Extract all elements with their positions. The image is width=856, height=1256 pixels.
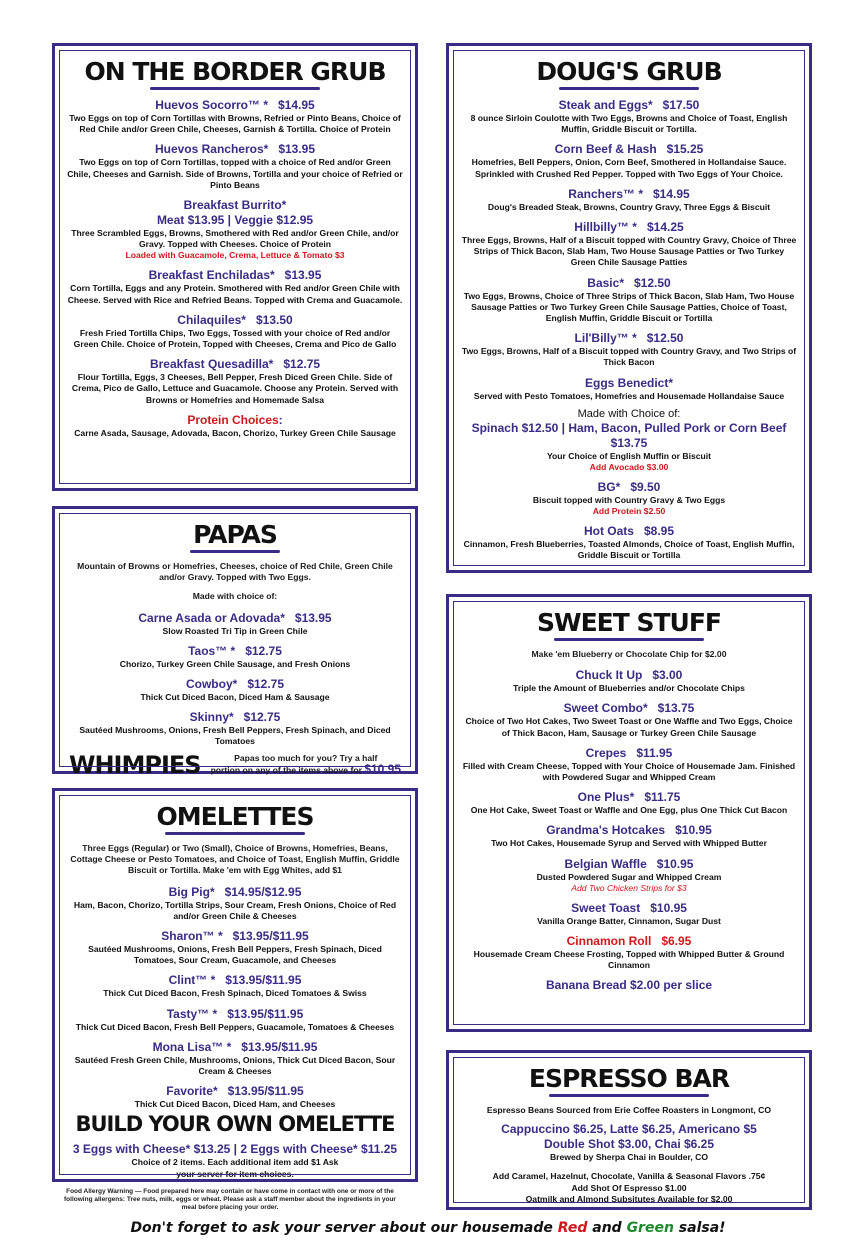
salsa-reminder: Don't forget to ask your server about our housemade Red and Green salsa! [130, 1220, 726, 1236]
banana-bread: Banana Bread $2.00 per slice [545, 978, 713, 993]
menu-item: Sweet Combo* $13.75 Choice of Two Hot Cakes, Two Sweet Toast or One Waffle and Two Eggs, Choice of Thick Bacon, Ham, Sausage or Turkey Green Chile Sausage [465, 701, 793, 738]
menu-item: Basic* $12.50 Two Eggs, Browns, Choice of Three Strips of Thick Bacon, Slab Ham, Two House Sausage Patties or Two Turkey Green Chile Sausage Patties, Choice of Toast, English Muffin, Griddle Biscuit or Tortilla [463, 275, 795, 324]
papas-title: PAPAS [193, 520, 277, 549]
menu-item: BG* $9.50 Biscuit topped with Country Gravy & Two Eggs Add Protein $2.50 [532, 480, 726, 517]
menu-item: Carne Asada or Adovada* $13.95 Slow Roasted Tri Tip in Green Chile [138, 610, 332, 636]
menu-item: Cinnamon Roll $6.95 Housemade Cream Cheese Frosting, Topped with Whipped Butter & Ground Cinnamon [473, 934, 785, 971]
menu-item: Sharon™ * $13.95/$11.95 Sautéed Mushrooms, Onions, Fresh Bell Peppers, Fresh Spinach, Diced Tomatoes, Sour Cream, Guacamole, and Cheeses [88, 929, 382, 966]
build-your-own-title: BUILD YOUR OWN OMELETTE [75, 1112, 395, 1137]
espresso-bar-section: ESPRESSO BAR Espresso Beans Sourced from Erie Coffee Roasters in Longmont, CO Cappuccino $6.25, Latte $6.25, Americano $5 Double Shot $3.00, Chai $6.25 Brewed by Sherpa Chai in Boulder, CO Add Caramel, Hazelnut, Chocolate, Vanilla & Seasonal Flavors .75¢ Add Shot Of Espresso $1.00 Oatmilk and Almond Subsitutes Available for $2.00 [446, 1050, 812, 1210]
omelettes-section: OMELETTES Three Eggs (Regular) or Two (Small), Choice of Browns, Homefries, Beans, Cottage Cheese or Pesto Tomatoes, and Choice of Toast, English Muffin, Griddle Biscuit or Tortilla. Make 'em with Egg Whites, add $1 Big Pig* $14.95/$12.95 Ham, Bacon, Chorizo, Tortilla Strips, Sour Cream, Fresh Onions, Choice of Red and/or Green Chile & Cheeses Sharon™ * $13.95/$11.95 Sautéed Mushrooms, Onions, Fresh Bell Peppers, Fresh Spinach, Diced Tomatoes, Sour Cream, Guacamole, and Cheeses Clint™ * $13.95/$11.95 Thick Cut Diced Bacon, Fresh Spinach, Diced Tomatoes & Swiss Tasty™ * $13.95/$11.95 Thick Cut Diced Bacon, Fresh Bell Peppers, Guacamole, Tomatoes & Cheeses Mona Lisa™ * $13.95/$11.95 Sautéed Fresh Green Chile, Mushrooms, Onions, Thick Cut Diced Bacon, Sour Cream & Cheeses Favorite* $13.95/$11.95 Thick Cut Diced Bacon, Diced Ham, and Cheeses BUILD YOUR OWN OMELETTE 3 Eggs with Cheese* $13.25 | 2 Eggs with Cheese* $11.25 Choice of 2 items. Each additional item add $1 Ask your server for item choices. [52, 788, 418, 1182]
title-underline [559, 87, 699, 90]
menu-item: Cowboy* $12.75 Thick Cut Diced Bacon, Diced Ham & Sausage [140, 677, 330, 703]
sweet-stuff-title: SWEET STUFF [536, 608, 721, 637]
omelettes-title: OMELETTES [156, 802, 314, 831]
menu-item: Sweet Toast $10.95 Vanilla Orange Batter, Cinnamon, Sugar Dust [537, 900, 721, 926]
menu-item: Chuck It Up $3.00 Triple the Amount of Blueberries and/or Chocolate Chips [513, 668, 745, 694]
menu-item: Eggs Benedict* Served with Pesto Tomatoes, Homefries and Housemade Hollandaise Sauce Made with Choice of: Spinach $12.50 | Ham, Bacon, Pulled Pork or Corn Beef $13.75 Your Choice of English Muffin or Biscuit Add Avocado $3.00 [471, 375, 787, 473]
menu-item: Breakfast Burrito* Meat $13.95 | Veggie $12.95 Three Scrambled Eggs, Browns, Smothered with Red and/or Green Chile, and/or Gravy. Topped with Cheeses. Choice of Protein Loaded with Guacamole, Crema, Lettuce & Tomato $3 [71, 198, 399, 261]
menu-item: Huevos Socorro™ * $14.95 Two Eggs on top of Corn Tortillas with Browns, Refried or Pinto Beans, Choice of Red Chile and/or Green Chile, Cheeses, Garnish & Tortilla. Choice of Protein [69, 98, 401, 135]
espresso-bar-title: ESPRESSO BAR [528, 1064, 730, 1093]
menu-item: Belgian Waffle $10.95 Dusted Powdered Sugar and Whipped Cream Add Two Chicken Strips for $3 [536, 856, 722, 893]
whimpies: WHIMPIES Papas too much for you? Try a half portion on any of the items above for $10.95 [68, 750, 402, 779]
menu-item: Taos™ * $12.75 Chorizo, Turkey Green Chile Sausage, and Fresh Onions [119, 643, 351, 669]
menu-item: Breakfast Enchiladas* $13.95 Corn Tortilla, Eggs and any Protein. Smothered with Red and/or Green Chile with Cheese. Served with Rice and Refried Beans. Topped with Crema and Guacamole. [67, 268, 403, 305]
menu-item: Favorite* $13.95/$11.95 Thick Cut Diced Bacon, Diced Ham, and Cheeses [134, 1084, 336, 1110]
menu-item: Lil'Billy™ * $12.50 Two Eggs, Browns, Half of a Biscuit topped with Country Gravy, and Two Strips of Thick Bacon [461, 331, 797, 368]
menu-item: Mona Lisa™ * $13.95/$11.95 Sautéed Fresh Green Chile, Mushrooms, Onions, Thick Cut Diced Bacon, Sour Cream & Cheeses [74, 1039, 396, 1077]
dougs-grub-title: DOUG'S GRUB [536, 57, 722, 86]
title-underline [150, 87, 320, 90]
menu-item: Big Pig* $14.95/$12.95 Ham, Bacon, Chorizo, Tortilla Strips, Sour Cream, Fresh Onions, Choice of Red and/or Green Chile & Cheeses [73, 884, 397, 921]
menu-item: Tasty™ * $13.95/$11.95 Thick Cut Diced Bacon, Fresh Bell Peppers, Guacamole, Tomatoes & Cheeses [75, 1006, 395, 1032]
menu-item: Hot Oats $8.95 Cinnamon, Fresh Blueberries, Toasted Almonds, Choice of Toast, English Muffin, Griddle Biscuit or Tortilla [463, 524, 795, 561]
menu-item: Crepes $11.95 Filled with Cream Cheese, Topped with Your Choice of Housemade Jam. Finished with Powdered Sugar and Whipped Cream [462, 745, 796, 783]
papas-section: PAPAS Mountain of Browns or Homefries, Cheeses, choice of Red Chile, Green Chile and/or Gravy. Topped with Two Eggs. Made with choice of: Carne Asada or Adovada* $13.95 Slow Roasted Tri Tip in Green Chile Taos™ * $12.75 Chorizo, Turkey Green Chile Sausage, and Fresh Onions Cowboy* $12.75 Thick Cut Diced Bacon, Diced Ham & Sausage Skinny* $12.75 Sautéed Mushrooms, Onions, Fresh Bell Peppers, Fresh Spinach, and Diced Tomatoes WHIMPIES Papas too much for you? Try a half portion on any of the items above for $10.95 [52, 506, 418, 774]
protein-choices: Protein Choices: Carne Asada, Sausage, Adovada, Bacon, Chorizo, Turkey Green Chile Sausage [74, 412, 396, 438]
title-underline [190, 550, 280, 553]
title-underline [554, 638, 704, 641]
menu-item: Huevos Rancheros* $13.95 Two Eggs on top of Corn Tortillas, topped with a choice of Red and/or Green Chile, Cheeses and Garnish. Side of Browns, Tortilla and your choice of Refried or Pinto Beans [67, 142, 403, 190]
menu-item: Ranchers™ * $14.95 Doug's Breaded Steak, Browns, Country Gravy, Three Eggs & Biscuit [487, 186, 771, 212]
title-underline [165, 832, 305, 835]
sweet-stuff-section: SWEET STUFF Make 'em Blueberry or Chocolate Chip for $2.00 Chuck It Up $3.00 Triple the Amount of Blueberries and/or Chocolate Chips Sweet Combo* $13.75 Choice of Two Hot Cakes, Two Sweet Toast or One Waffle and Two Eggs, Choice of Thick Bacon, Ham, Sausage or Turkey Green Chile Sausage Crepes $11.95 Filled with Cream Cheese, Topped with Your Choice of Housemade Jam. Finished with Powdered Sugar and Whipped Cream One Plus* $11.75 One Hot Cake, Sweet Toast or Waffle and One Egg, plus One Thick Cut Bacon Grandma's Hotcakes $10.95 Two Hot Cakes, Housemade Syrup and Served with Whipped Butter Belgian Waffle $10.95 Dusted Powdered Sugar and Whipped Cream Add Two Chicken Strips for $3 Sweet Toast $10.95 Vanilla Orange Batter, Cinnamon, Sugar Dust Cinnamon Roll $6.95 Housemade Cream Cheese Frosting, Topped with Whipped Butter & Ground Cinnamon Banana Bread $2.00 per slice [446, 594, 812, 1032]
allergy-warning: Food Allergy Warning — Food prepared here may contain or have come in contact with one or more of the following allergens: Tree nuts, milk, eggs or wheat. Please ask a staff member about the ingredients in your meal before placing your order. [64, 1188, 396, 1211]
menu-item: Grandma's Hotcakes $10.95 Two Hot Cakes, Housemade Syrup and Served with Whipped Butter [491, 823, 767, 849]
menu-item: Chilaquiles* $13.50 Fresh Fried Tortilla Chips, Two Eggs, Tossed with your choice of Red and/or Green Chile. Choice of Protein, Topped with Cheeses, Crema and Pico de Gallo [73, 312, 397, 350]
menu-item: One Plus* $11.75 One Hot Cake, Sweet Toast or Waffle and One Egg, plus One Thick Cut Bacon [470, 790, 788, 816]
border-grub-section [52, 43, 418, 491]
menu-item: Breakfast Quesadilla* $12.75 Flour Tortilla, Eggs, 3 Cheeses, Bell Pepper, Fresh Diced Green Chile. Side of Crema, Pico de Gallo, Lettuce and Guacamole. Choose any Protein. Served with Browns or Homefries and Homemade Salsa [71, 357, 399, 405]
menu-item: Clint™ * $13.95/$11.95 Thick Cut Diced Bacon, Fresh Spinach, Diced Tomatoes & Swiss [103, 973, 367, 999]
border-grub-title: ON THE BORDER GRUB [84, 57, 386, 86]
menu-item: Steak and Eggs* $17.50 8 ounce Sirloin Coulotte with Two Eggs, Browns and Choice of Toast, English Muffin, Griddle Biscuit or Tortilla. [470, 98, 788, 135]
menu-item: Hillbilly™ * $14.25 Three Eggs, Browns, Half of a Biscuit topped with Country Gravy, Choice of Three Strips of Thick Bacon, Slab Ham, Two House Sausage Patties or Two Turkey Green Chile Sausage Patties [461, 220, 797, 268]
menu-item: Corn Beef & Hash $15.25 Homefries, Bell Peppers, Onion, Corn Beef, Smothered in Hollandaise Sauce. Sprinkled with Crushed Red Pepper. Topped with Two Eggs of Your Choice. [471, 142, 787, 179]
title-underline [549, 1094, 709, 1097]
menu-item: Skinny* $12.75 Sautéed Mushrooms, Onions, Fresh Bell Peppers, Fresh Spinach, and Diced Tomatoes [79, 710, 391, 747]
dougs-grub-section [446, 43, 812, 573]
